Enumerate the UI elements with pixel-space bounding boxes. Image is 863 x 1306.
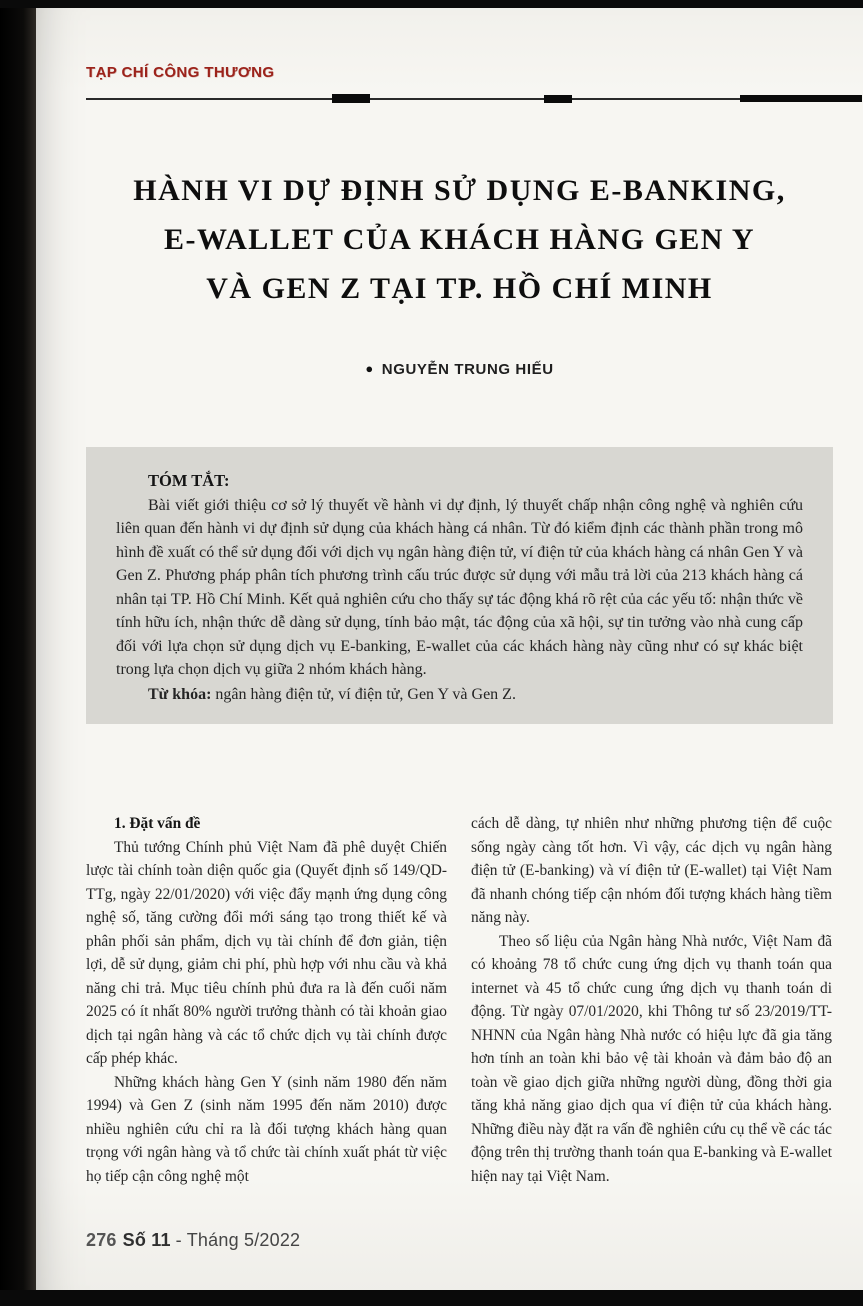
scan-artifact [332,94,370,103]
scan-artifact [740,95,862,102]
paragraph: Những khách hàng Gen Y (sinh năm 1980 đến năm 1994) và Gen Z (sinh năm 1995 đến năm 2010) được nhiều nghiên cứu chỉ ra là đối tượng khách hàng quan trọng với ngân hàng và tổ chức tài chính xuất phát từ việc họ tiếp cận công nghệ một [86,1073,447,1185]
author-bullet-icon: ● [365,361,374,376]
keywords-text: ngân hàng điện tử, ví điện tử, Gen Y và Gen Z. [211,685,516,703]
issue-number: Số 11 [122,1230,171,1250]
author-name: NGUYỄN TRUNG HIẾU [381,361,554,378]
keywords-label: Từ khóa: [148,685,212,703]
article-title [86,166,833,313]
author-line [86,361,833,378]
scan-edge-top [0,0,863,8]
abstract-heading: TÓM TẮT: [148,471,230,490]
issue-date: - Tháng 5/2022 [175,1230,301,1250]
body-columns [86,812,833,1188]
title-line-2: E-WALLET CỦA KHÁCH HÀNG GEN Y [163,223,756,256]
page-number: 276 [86,1230,117,1250]
abstract-body: Bài viết giới thiệu cơ sở lý thuyết về hành vi dự định, lý thuyết chấp nhận công nghệ và nghiên cứu liên quan đến hành vi dự định sử dụng của khách hàng cá nhân. Từ đó kiểm định các thành phần trong mô hình đề xuất có thể sử dụng đối với dịch vụ ngân hàng điện tử, ví điện tử của khách hàng cá nhân Gen Y và Gen Z. Phương pháp phân tích phương trình cấu trúc được sử dụng với mẫu trả lời của 213 khách hàng cá nhân tại TP. Hồ Chí Minh. Kết quả nghiên cứu cho thấy sự tác động khá rõ rệt của các yếu tố: nhận thức về tính hữu ích, nhận thức dễ dàng sử dụng, tính bảo mật, tác động của xã hội, sự tin tưởng vào nhà cung cấp đối với lựa chọn sử dụng dịch vụ E-banking, E-wallet của các khách hàng này cũng như có sự khác biệt trong lựa chọn dịch vụ giữa 2 nhóm khách hàng. [116,496,803,678]
title-line-1: HÀNH VI DỰ ĐỊNH SỬ DỤNG E-BANKING, [133,174,786,207]
scan-edge-bottom [0,1290,863,1306]
paragraph: Theo số liệu của Ngân hàng Nhà nước, Việt Nam đã có khoảng 78 tổ chức cung ứng dịch vụ thanh toán qua internet và 45 tổ chức cung ứng dịch vụ thanh toán di động. Từ ngày 07/01/2020, khi Thông tư số 23/2019/TT-NHNN của Ngân hàng Nhà nước có hiệu lực đã gia tăng hơn tính an toàn khi bảo vệ tài khoản và đảm bảo độ an toàn về giao dịch giữa những người dùng, đồng thời gia tăng khả năng giao dịch qua ví điện tử của khách hàng. Những điều này đặt ra vấn đề nghiên cứu cụ thể về các tác động trên thị trường thanh toán qua E-banking và E-wallet hiện nay tại Việt Nam. [471,932,832,1185]
body-column-right [471,812,832,1188]
keywords-line [116,683,803,707]
paragraph: cách dễ dàng, tự nhiên như những phương tiện để cuộc sống ngày càng tốt hơn. Vì vậy, các dịch vụ ngân hàng điện tử (E-banking) và ví điện tử (E-wallet) tại Việt Nam đã nhanh chóng tiếp cận nhóm đối tượng khách hàng tiềm năng này. [471,815,832,926]
section-heading: 1. Đặt vấn đề [114,815,201,832]
journal-name: TẠP CHÍ CÔNG THƯƠNG [86,64,275,81]
scan-edge-left [0,0,36,1306]
scan-artifact [544,95,572,103]
body-column-left [86,812,447,1188]
title-line-3: VÀ GEN Z TẠI TP. HỒ CHÍ MINH [206,272,713,305]
page-footer [86,1230,300,1251]
header-rule [86,98,862,100]
paragraph: Thủ tướng Chính phủ Việt Nam đã phê duyệt Chiến lược tài chính toàn diện quốc gia (Quyết định số 149/QD-TTg, ngày 22/01/2020) với việc đẩy mạnh ứng dụng công nghệ số, tăng cường đổi mới sáng tạo trong thiết kế và phân phối sản phẩm, dịch vụ tài chính để đơn giản, tiện lợi, dễ sử dụng, giảm chi phí, phù hợp với nhu cầu và khả năng chi trả. Mục tiêu chính phủ đưa ra là đến cuối năm 2025 có ít nhất 80% người trưởng thành có tài khoản giao dịch tại ngân hàng và các tổ chức dịch vụ tài chính được cấp phép khác. [86,838,447,1067]
abstract-box [86,447,833,724]
